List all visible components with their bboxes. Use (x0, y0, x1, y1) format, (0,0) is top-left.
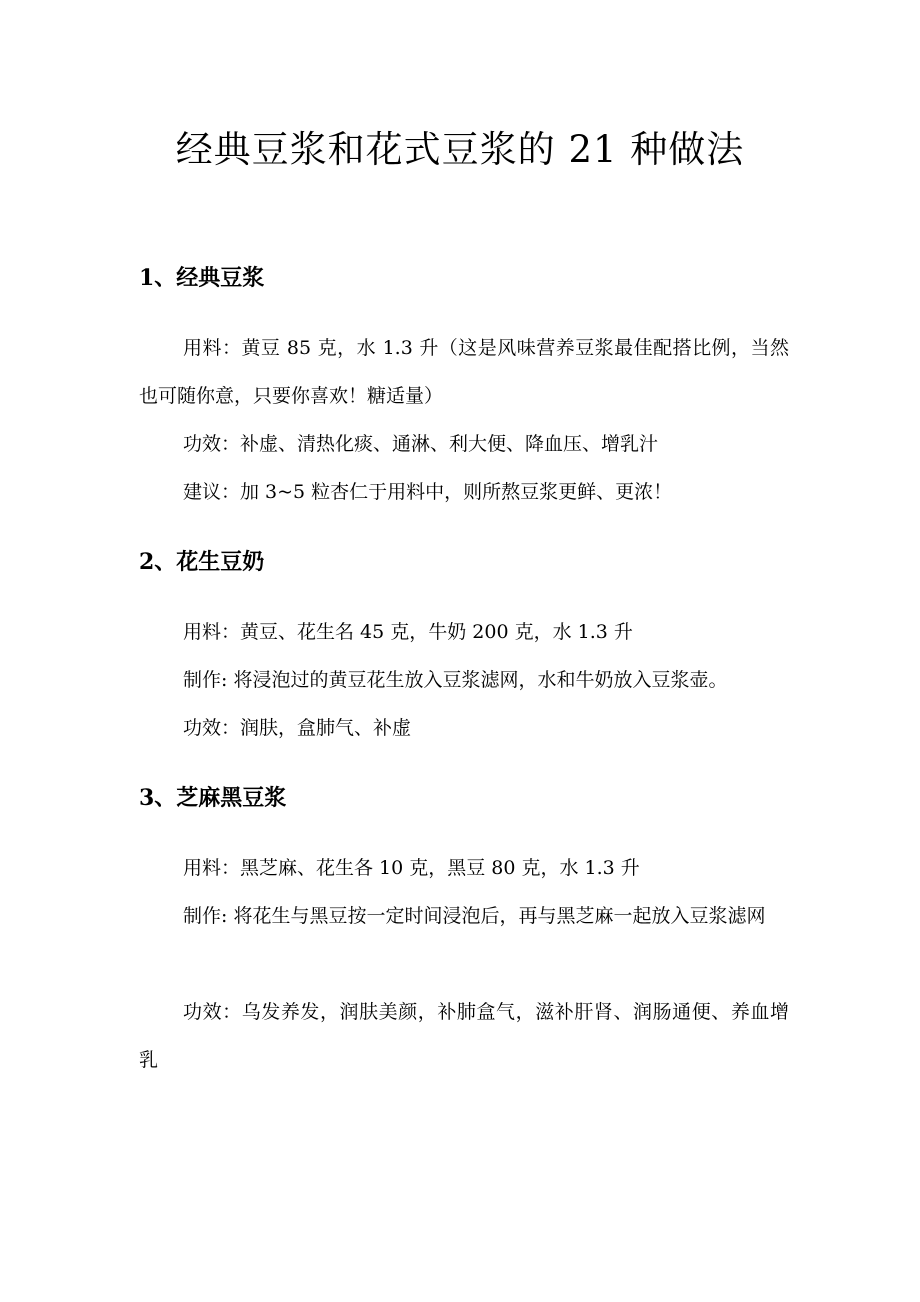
section-heading-peanut-soy-milk: 2、花生豆奶 (139, 549, 265, 575)
paragraph-ingredients: 用料：黄豆 85 克，水 1.3 升（这是风味营养豆浆最佳配搭比例，当然也可随你意，只要你喜欢！糖适量） (139, 337, 789, 407)
paragraph-effects: 功效：润肤，盒肺气、补虚 (183, 717, 412, 739)
document-title: 经典豆浆和花式豆浆的 21 种做法 (175, 128, 745, 171)
paragraph-effects: 功效：乌发养发，润肤美颜，补肺盒气，滋补肝肾、润肠通便、养血增乳 (139, 1001, 789, 1071)
paragraph-effects: 功效：补虚、清热化痰、通淋、利大便、降血压、增乳汁 (183, 433, 659, 455)
section-heading-classic-soymilk: 1、经典豆浆 (139, 265, 265, 291)
paragraph-ingredients: 用料：黑芝麻、花生各 10 克，黑豆 80 克，水 1.3 升 (183, 857, 640, 879)
paragraph-suggestion: 建议：加 3~5 粒杏仁于用料中，则所熬豆浆更鲜、更浓！ (183, 481, 673, 503)
paragraph-ingredients: 用料：黄豆、花生名 45 克，牛奶 200 克，水 1.3 升 (183, 621, 633, 643)
paragraph-preparation: 制作: 将花生与黑豆按一定时间浸泡后，再与黑芝麻一起放入豆浆滤网 (183, 905, 766, 927)
section-heading-sesame-black-soymilk: 3、芝麻黑豆浆 (139, 785, 287, 811)
paragraph-preparation: 制作: 将浸泡过的黄豆花生放入豆浆滤网，水和牛奶放入豆浆壶。 (183, 669, 728, 691)
